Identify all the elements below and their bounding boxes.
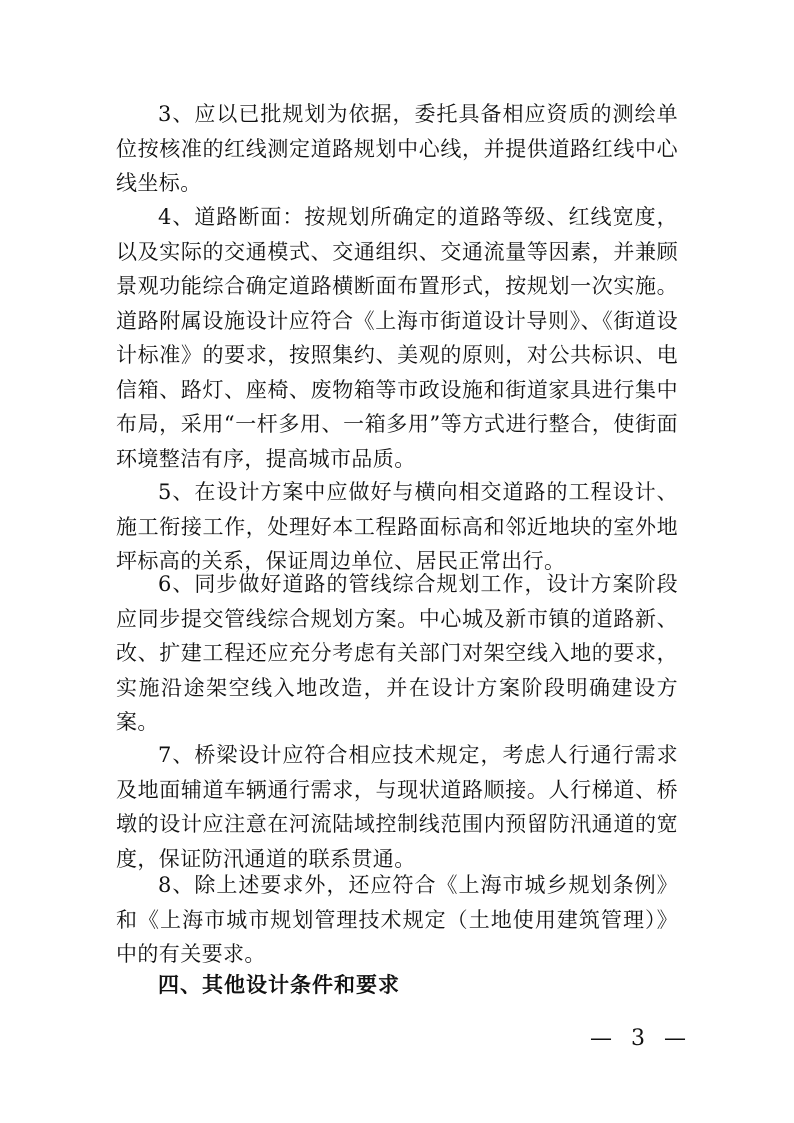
paragraph-item-6: 6、同步做好道路的管线综合规划工作，设计方案阶段应同步提交管线综合规划方案。中心城及新市镇的道路新、改、扩建工程还应充分考虑有关部门对架空线入地的要求，实施沿途架空线入地改造，并在设计方案阶段明确建设方案。 <box>116 572 678 734</box>
paragraph-item-8: 8、除上述要求外，还应符合《上海市城乡规划条例》和《上海市城市规划管理技术规定（土地使用建筑管理）》中的有关要求。 <box>116 873 678 966</box>
paragraph-item-4: 4、道路断面：按规划所确定的道路等级、红线宽度，以及实际的交通模式、交通组织、交通流量等因素，并兼顾景观功能综合确定道路横断面布置形式，按规划一次实施。道路附属设施设计应符合《上海市街道设计导则》、《街道设计标准》的要求，按照集约、美观的原则，对公共标识、电信箱、路灯、座椅、废物箱等市政设施和街道家具进行集中布局，采用“一杆多用、一箱多用”等方式进行整合，使街面环境整洁有序，提高城市品质。 <box>116 205 678 471</box>
paragraph-item-7: 7、桥梁设计应符合相应技术规定，考虑人行通行需求及地面辅道车辆通行需求，与现状道路顺接。人行梯道、桥墩的设计应注意在河流陆域控制线范围内预留防汛通道的宽度，保证防汛通道的联系贯通。 <box>116 743 678 871</box>
paragraph-item-5: 5、在设计方案中应做好与横向相交道路的工程设计、施工衔接工作，处理好本工程路面标高和邻近地块的室外地坪标高的关系，保证周边单位、居民正常出行。 <box>116 480 678 573</box>
page-number: — 3 — <box>590 1026 692 1051</box>
section-heading: 四、其他设计条件和要求 <box>158 973 400 997</box>
paragraph-item-3: 3、应以已批规划为依据，委托具备相应资质的测绘单位按核准的红线测定道路规划中心线，并提供道路红线中心线坐标。 <box>116 102 678 195</box>
